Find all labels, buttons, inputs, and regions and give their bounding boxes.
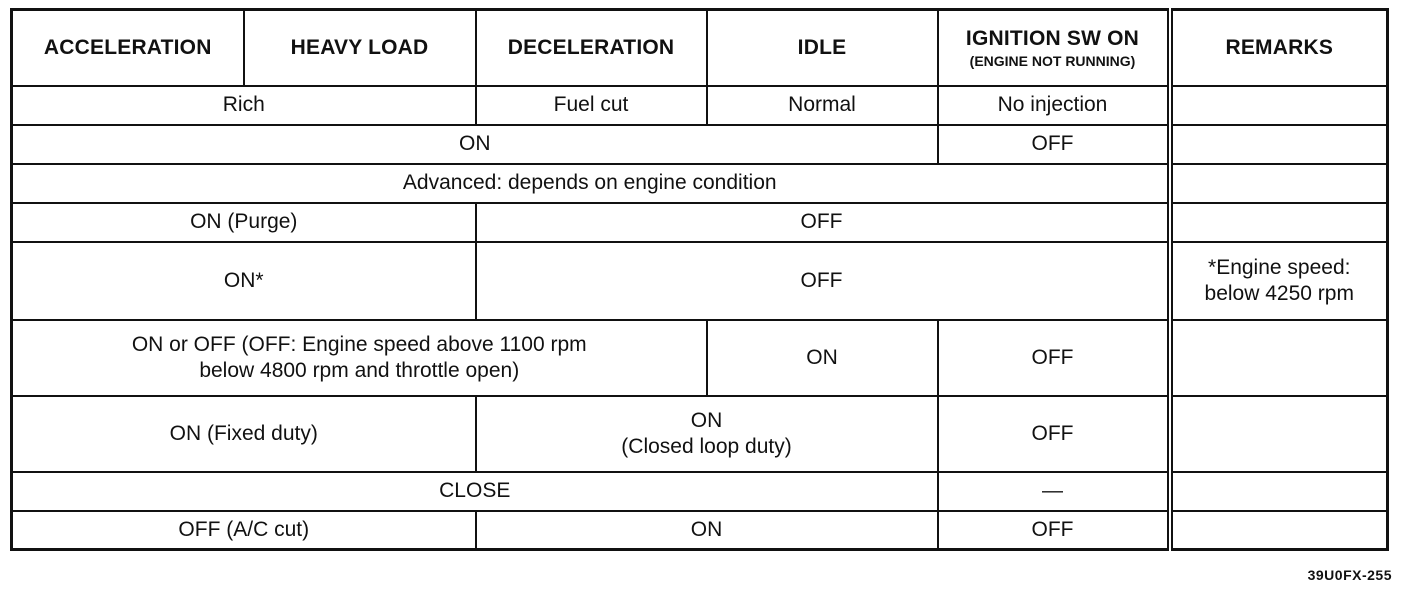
cell-no-injection: No injection [938, 86, 1170, 125]
cell-remarks-empty [1170, 125, 1388, 164]
header-ignition-subtitle: (ENGINE NOT RUNNING) [969, 52, 1136, 69]
cell-remarks-empty [1170, 164, 1388, 203]
cell-off: OFF [938, 320, 1170, 396]
header-ignition-title: IGNITION SW ON [965, 26, 1140, 50]
header-idle: IDLE [707, 10, 938, 86]
on-or-off-line-2: below 4800 rpm and throttle open) [199, 358, 520, 382]
cell-off: OFF [938, 396, 1170, 472]
cell-off: OFF [476, 203, 1170, 242]
cell-normal: Normal [707, 86, 938, 125]
table-row [12, 396, 1388, 472]
cell-remarks-empty [1170, 320, 1388, 396]
cell-remark-engine-speed [1170, 242, 1388, 320]
table-row [12, 511, 1388, 550]
table-row [12, 164, 1388, 203]
cell-on: ON [12, 125, 938, 164]
header-row [12, 10, 1388, 86]
cell-close: CLOSE [12, 472, 938, 511]
header-acceleration: ACCELERATION [12, 10, 244, 86]
cell-remarks-empty [1170, 511, 1388, 550]
cell-remarks-empty [1170, 472, 1388, 511]
header-ignition-sw-on [938, 10, 1170, 86]
on-or-off-line-1: ON or OFF (OFF: Engine speed above 1100 rpm [131, 333, 587, 357]
table-row [12, 86, 1388, 125]
header-heavy-load: HEAVY LOAD [244, 10, 476, 86]
cell-off: OFF [938, 125, 1170, 164]
table-row [12, 472, 1388, 511]
cell-advanced: Advanced: depends on engine condition [12, 164, 1170, 203]
closed-loop-label: (Closed loop duty) [621, 434, 792, 458]
cell-dash: — [938, 472, 1170, 511]
cell-off: OFF [476, 242, 1170, 320]
cell-on: ON [476, 511, 938, 550]
cell-off: OFF [938, 511, 1170, 550]
operation-table-container [10, 8, 1386, 551]
cell-off-ac-cut: OFF (A/C cut) [12, 511, 476, 550]
cell-fuel-cut: Fuel cut [476, 86, 707, 125]
cell-on-closed-loop [476, 396, 938, 472]
cell-remarks-empty [1170, 396, 1388, 472]
remark-line-1: *Engine speed: [1208, 256, 1351, 280]
table-row [12, 203, 1388, 242]
cell-rich: Rich [12, 86, 476, 125]
figure-code: 39U0FX-255 [1307, 567, 1392, 583]
header-deceleration: DECELERATION [476, 10, 707, 86]
cell-on-purge: ON (Purge) [12, 203, 476, 242]
table-row [12, 320, 1388, 396]
table-row [12, 242, 1388, 320]
closed-loop-on: ON [690, 409, 723, 433]
cell-on-or-off [12, 320, 707, 396]
operation-condition-table [10, 8, 1389, 551]
cell-remarks-empty [1170, 86, 1388, 125]
remark-line-2: below 4250 rpm [1204, 281, 1354, 305]
table-row [12, 125, 1388, 164]
cell-on-fixed-duty: ON (Fixed duty) [12, 396, 476, 472]
cell-remarks-empty [1170, 203, 1388, 242]
cell-on-star: ON* [12, 242, 476, 320]
header-remarks: REMARKS [1170, 10, 1388, 86]
cell-on: ON [707, 320, 938, 396]
